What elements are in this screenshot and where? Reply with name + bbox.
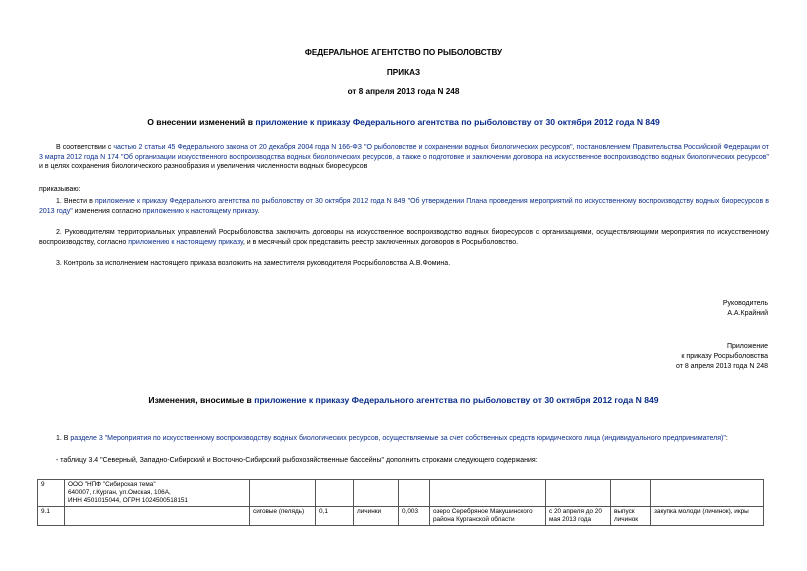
- signature-position: Руководитель: [722, 300, 768, 307]
- order-date: от 8 апреля 2013 года N 248: [347, 87, 460, 96]
- order-title-link[interactable]: приложение к приказу Федерального агентства по рыболовству от 30 октября 2012 года N 849: [255, 117, 660, 127]
- order-word: приказываю:: [39, 186, 81, 193]
- table-cell-org: [65, 480, 250, 507]
- changes-title: [0, 395, 807, 405]
- preamble-text-1: В соответствии с: [56, 144, 114, 151]
- item-2-text-2: , и в месячный срок представить реестр заключенных договоров в Росрыболовство.: [242, 238, 519, 246]
- agency-name: ФЕДЕРАЛЬНОЕ АГЕНТСТВО ПО РЫБОЛОВСТВУ: [304, 48, 503, 57]
- table-cell-period: с 20 апреля до 20 мая 2013 года: [546, 507, 611, 526]
- org-name: ООО "НПФ "Сибирская тема": [68, 481, 156, 488]
- table-cell-quantity: 0,1: [316, 507, 354, 526]
- item-1-text-3: .: [257, 207, 260, 215]
- item-2-text-1: 2. Руководителям территориальных управлений Росрыболовства заключить договоры на искусственное воспроизводство водных биоресурсов с организациями, осуществляющими мероприятия по искусственному воспроизводству, согласно: [39, 229, 769, 246]
- item-1-text-2: изменения согласно: [72, 207, 143, 215]
- table-cell-method: выпуск личинок: [611, 507, 651, 526]
- item-1: [39, 197, 769, 216]
- signature-name: А.А.Крайний: [727, 310, 768, 317]
- table-cell-stage: личинки: [354, 507, 399, 526]
- table-cell-num: 9: [38, 480, 65, 507]
- changes-table: [37, 479, 764, 526]
- table-row: [38, 480, 764, 507]
- changes-title-prefix: Изменения, вносимые в: [148, 395, 255, 405]
- appendix-order: к приказу Росрыболовства: [681, 353, 768, 360]
- doc-type: ПРИКАЗ: [386, 68, 421, 77]
- change-1-text-1: 1. В: [56, 435, 71, 442]
- item-1-order-link[interactable]: приложение к приказу Федерального агентства по рыболовству от 30 октября 2012 года N 849 "Об утверждении Плана проведения мероприятий по искусственному воспроизводству водных биоресурсов в 2013 году": [39, 198, 770, 215]
- item-1-text-1: 1. Внести в: [56, 198, 95, 205]
- table-cell-purchase: закупка молоди (личинок), икры: [651, 507, 764, 526]
- order-title-prefix: О внесении изменений в: [147, 117, 256, 127]
- preamble-decree-link[interactable]: , постановлением Правительства Российской Федерации от 3 марта 2012 года N 174 "Об организации искусственного воспроизводства водных биологических ресурсов, а также о подготовке и заключении договора на искусственное воспроизводство водных биологических ресурсов": [39, 144, 769, 161]
- item-3: 3. Контроль за исполнением настоящего приказа возложить на заместителя руководителя Росрыболовства А.В.Фомина.: [56, 260, 451, 267]
- change-1-text-2: :: [725, 435, 728, 442]
- table-cell-num: 9.1: [38, 507, 65, 526]
- table-cell-place: озеро Серебряное Макушинского района Курганской области: [430, 507, 546, 526]
- item-2: [39, 228, 769, 247]
- change-1: [39, 434, 769, 444]
- item-2-appendix-link[interactable]: приложению к настоящему приказу: [128, 238, 243, 246]
- appendix-date: от 8 апреля 2013 года N 248: [675, 363, 768, 370]
- order-title: [0, 117, 807, 127]
- changes-title-link[interactable]: приложение к приказу Федерального агентства по рыболовству от 30 октября 2012 года N 849: [254, 395, 659, 405]
- table-cell-species: сиговые (пелядь): [250, 507, 316, 526]
- table-row: [38, 507, 764, 526]
- table-intro: - таблицу 3.4 "Северный, Западно-Сибирский и Восточно-Сибирский рыбохозяйственные бассейны" дополнить строками следующего содержания:: [56, 457, 538, 464]
- org-ids: ИНН 4501015044, ОГРН 1024500518151: [68, 497, 188, 504]
- change-1-section-link[interactable]: разделе 3 "Мероприятия по искусственному воспроизводству водных биологических ресурсов, осуществляемые за счет собственных средств юридического лица (индивидуального предпринимателя)": [70, 435, 726, 442]
- table-cell-weight: 0,003: [399, 507, 430, 526]
- preamble-law-link[interactable]: частью 2 статьи 45 Федерального закона от 20 декабря 2004 года N 166-ФЗ "О рыболовстве и сохранении водных биологических ресурсов": [113, 144, 573, 151]
- item-1-appendix-link[interactable]: приложению к настоящему приказу: [142, 207, 258, 215]
- org-address: 640007, г.Курган, ул.Омская, 106А,: [68, 489, 171, 496]
- preamble-text-3: и в целях сохранения биологического разнообразия и увеличения численности водных биоресурсов: [39, 163, 368, 171]
- appendix-label: Приложение: [726, 343, 768, 350]
- preamble: [39, 143, 769, 172]
